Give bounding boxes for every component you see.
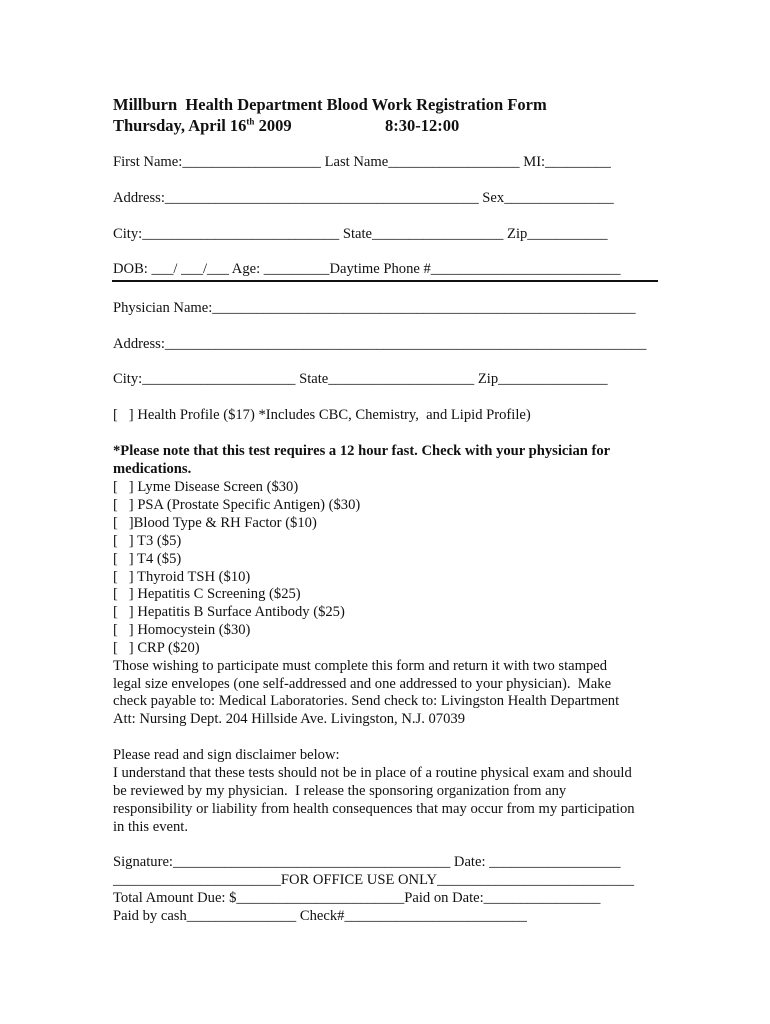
test-checkbox-homocystein[interactable]: [ ] Homocystein ($30) — [113, 622, 251, 638]
instructions-line: check payable to: Medical Laboratories. Send check to: Livingston Health Department — [113, 693, 620, 709]
physician-name-field[interactable]: Physician Name:__________________________________________________________ — [113, 300, 636, 316]
payment-method-field[interactable]: Paid by cash_______________ Check#_________________________ — [113, 908, 527, 924]
date-suffix: th — [246, 116, 255, 127]
fasting-note-line: medications. — [113, 461, 192, 477]
fasting-note-line: *Please note that this test requires a 12 hour fast. Check with your physician for — [113, 443, 611, 459]
instructions-line: legal size envelopes (one self-addressed and one addressed to your physician). Make — [113, 676, 612, 692]
patient-dob-field[interactable]: DOB: ___/ ___/___ Age: _________Daytime Phone #__________________________ — [113, 261, 621, 277]
event-time: 8:30-12:00 — [385, 116, 460, 135]
physician-address-field[interactable]: Address:__________________________________________________________________ — [113, 336, 647, 352]
test-checkbox-tsh[interactable]: [ ] Thyroid TSH ($10) — [113, 569, 251, 585]
test-checkbox-psa[interactable]: [ ] PSA (Prostate Specific Antigen) ($30) — [113, 497, 361, 513]
physician-city-field[interactable]: City:_____________________ State____________________ Zip_______________ — [113, 371, 608, 387]
disclaimer-line: Please read and sign disclaimer below: — [113, 747, 340, 763]
signature-field[interactable]: Signature:______________________________________ Date: __________________ — [113, 854, 621, 870]
test-checkbox-crp[interactable]: [ ] CRP ($20) — [113, 640, 200, 656]
test-checkbox-hepatitis-c[interactable]: [ ] Hepatitis C Screening ($25) — [113, 586, 301, 602]
disclaimer-line: I understand that these tests should not be in place of a routine physical exam and should — [113, 765, 632, 781]
test-checkbox-blood-type[interactable]: [ ]Blood Type & RH Factor ($10) — [113, 515, 317, 531]
test-checkbox-t4[interactable]: [ ] T4 ($5) — [113, 551, 182, 567]
instructions-line: Att: Nursing Dept. 204 Hillside Ave. Livingston, N.J. 07039 — [113, 711, 465, 727]
date-year: 2009 — [254, 116, 292, 135]
date-prefix: Thursday, April 16 — [113, 116, 247, 135]
test-checkbox-t3[interactable]: [ ] T3 ($5) — [113, 533, 182, 549]
health-profile-checkbox[interactable]: [ ] Health Profile ($17) *Includes CBC, Chemistry, and Lipid Profile) — [113, 407, 531, 423]
disclaimer-line: responsibility or liability from health consequences that may occur from my participation — [113, 801, 635, 817]
total-amount-field[interactable]: Total Amount Due: $_______________________Paid on Date:________________ — [113, 890, 601, 906]
patient-address-field[interactable]: Address:___________________________________________ Sex_______________ — [113, 190, 614, 206]
test-checkbox-lyme[interactable]: [ ] Lyme Disease Screen ($30) — [113, 479, 299, 495]
section-divider — [112, 280, 658, 282]
patient-city-field[interactable]: City:___________________________ State__________________ Zip___________ — [113, 226, 608, 242]
patient-name-field[interactable]: First Name:___________________ Last Name__________________ MI:_________ — [113, 154, 611, 170]
event-date — [113, 116, 292, 136]
instructions-line: Those wishing to participate must complete this form and return it with two stamped — [113, 658, 608, 674]
office-use-header: _______________________FOR OFFICE USE ONLY___________________________ — [113, 872, 635, 888]
test-checkbox-hepatitis-b[interactable]: [ ] Hepatitis B Surface Antibody ($25) — [113, 604, 345, 620]
disclaimer-line: in this event. — [113, 819, 188, 835]
form-title: Millburn Health Department Blood Work Registration Form — [113, 95, 547, 114]
disclaimer-line: be reviewed by my physician. I release the sponsoring organization from any — [113, 783, 567, 799]
